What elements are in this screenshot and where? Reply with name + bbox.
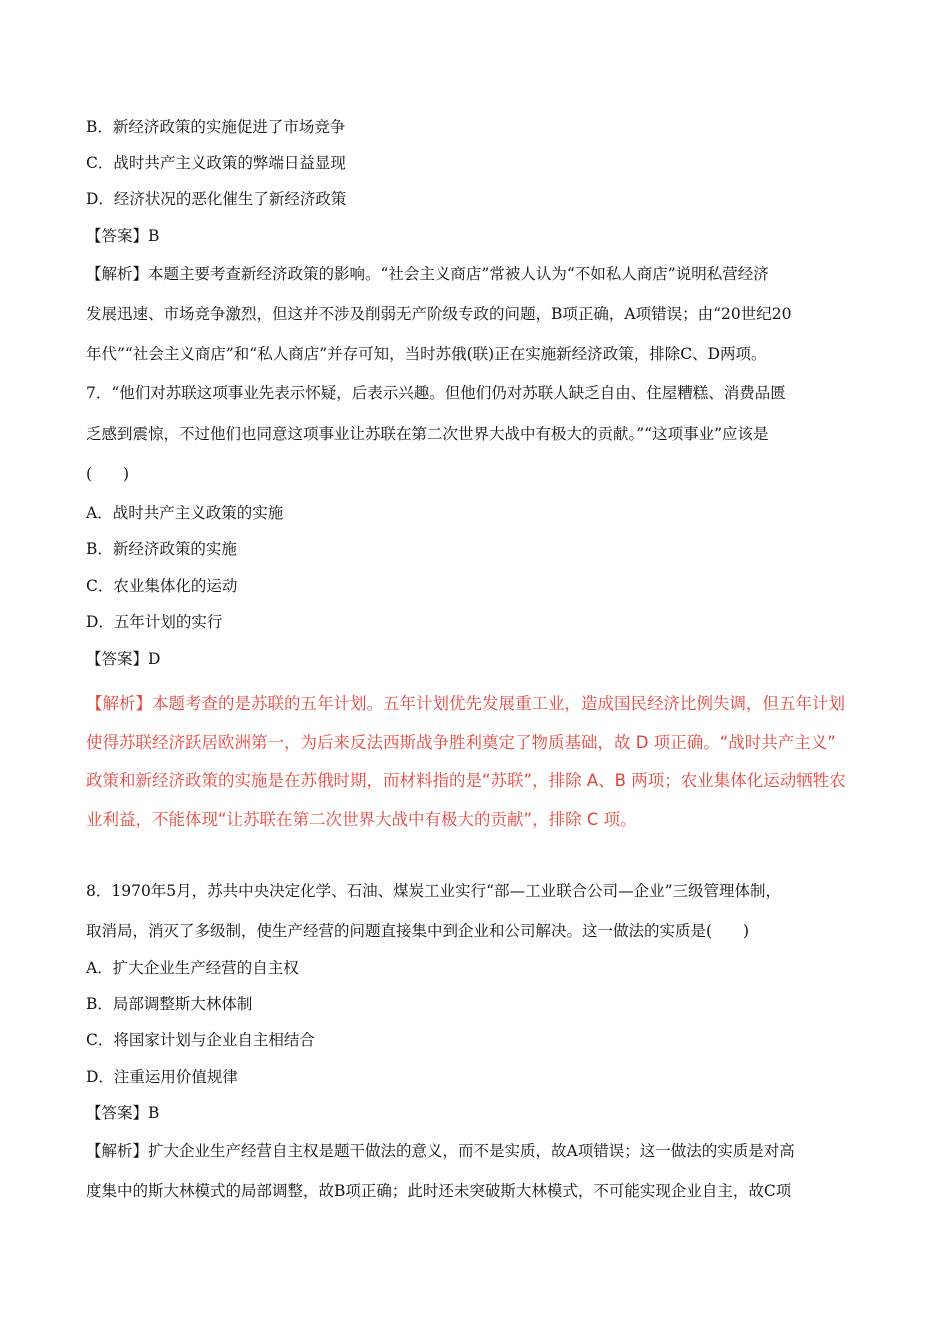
q8-stem-line-2: 取消局，消灭了多级制，使生产经营的问题直接集中到企业和公司解决。这一做法的实质是( )	[86, 922, 750, 940]
q6-answer: 【答案】B	[86, 227, 160, 245]
q6-option-b: B．新经济政策的实施促进了市场竞争	[86, 118, 346, 136]
q7-stem-line-1: 7．“他们对苏联这项事业先表示怀疑，后表示兴趣。但他们仍对苏联人缺乏自由、住屋糟糕、消费品匮	[86, 384, 786, 402]
q7-analysis-line-2: 使得苏联经济跃居欧洲第一，为后来反法西斯战争胜利奠定了物质基础，故 D 项正确。“战时共产主义”	[86, 733, 836, 752]
q7-option-c: C．农业集体化的运动	[86, 577, 238, 595]
q7-option-b: B．新经济政策的实施	[86, 540, 237, 558]
q7-stem-line-2: 乏感到震惊，不过他们也同意这项事业让苏联在第二次世界大战中有极大的贡献。”“这项事业”应该是	[86, 425, 769, 443]
q8-analysis-line-1: 【解析】扩大企业生产经营自主权是题干做法的意义，而不是实质，故A项错误；这一做法的实质是对高	[86, 1142, 795, 1160]
q7-answer: 【答案】D	[86, 650, 161, 668]
q8-option-d: D．注重运用价值规律	[86, 1068, 238, 1086]
q7-analysis-line-3: 政策和新经济政策的实施是在苏俄时期，而材料指的是“苏联”，排除 A、B 两项；农业集体化运动牺牲农	[86, 771, 846, 790]
q6-option-c: C．战时共产主义政策的弊端日益显现	[86, 154, 346, 172]
q6-analysis-line-1: 【解析】本题主要考查新经济政策的影响。“社会主义商店”常被人认为“不如私人商店”说明私营经济	[86, 265, 769, 283]
q8-option-c: C．将国家计划与企业自主相结合	[86, 1031, 315, 1049]
q8-answer: 【答案】B	[86, 1104, 160, 1122]
q8-stem-line-1: 8．1970年5月，苏共中央决定化学、石油、煤炭工业实行“部—工业联合公司—企业”三级管理体制，	[86, 882, 782, 900]
q8-option-a: A．扩大企业生产经营的自主权	[86, 959, 299, 977]
q7-analysis-line-4: 业利益，不能体现“让苏联在第二次世界大战中有极大的贡献”，排除 C 项。	[86, 810, 637, 829]
q7-analysis-line-1: 【解析】本题考查的是苏联的五年计划。五年计划优先发展重工业，造成国民经济比例失调，但五年计划	[86, 694, 845, 713]
q7-option-d: D．五年计划的实行	[86, 613, 223, 631]
q8-analysis-line-2: 度集中的斯大林模式的局部调整，故B项正确；此时还未突破斯大林模式，不可能实现企业自主，故C项	[86, 1182, 792, 1200]
q6-option-d: D．经济状况的恶化催生了新经济政策	[86, 190, 347, 208]
q7-option-a: A．战时共产主义政策的实施	[86, 504, 284, 522]
q7-stem-line-3: ( )	[86, 465, 130, 483]
q6-analysis-line-2: 发展迅速、市场竞争激烈，但这并不涉及削弱无产阶级专政的问题，B项正确，A项错误；由“20世纪20	[86, 305, 792, 323]
q8-option-b: B．局部调整斯大林体制	[86, 995, 253, 1013]
q6-analysis-line-3: 年代”“社会主义商店”和“私人商店”并存可知，当时苏俄(联)正在实施新经济政策，排除C、D两项。	[86, 345, 767, 363]
